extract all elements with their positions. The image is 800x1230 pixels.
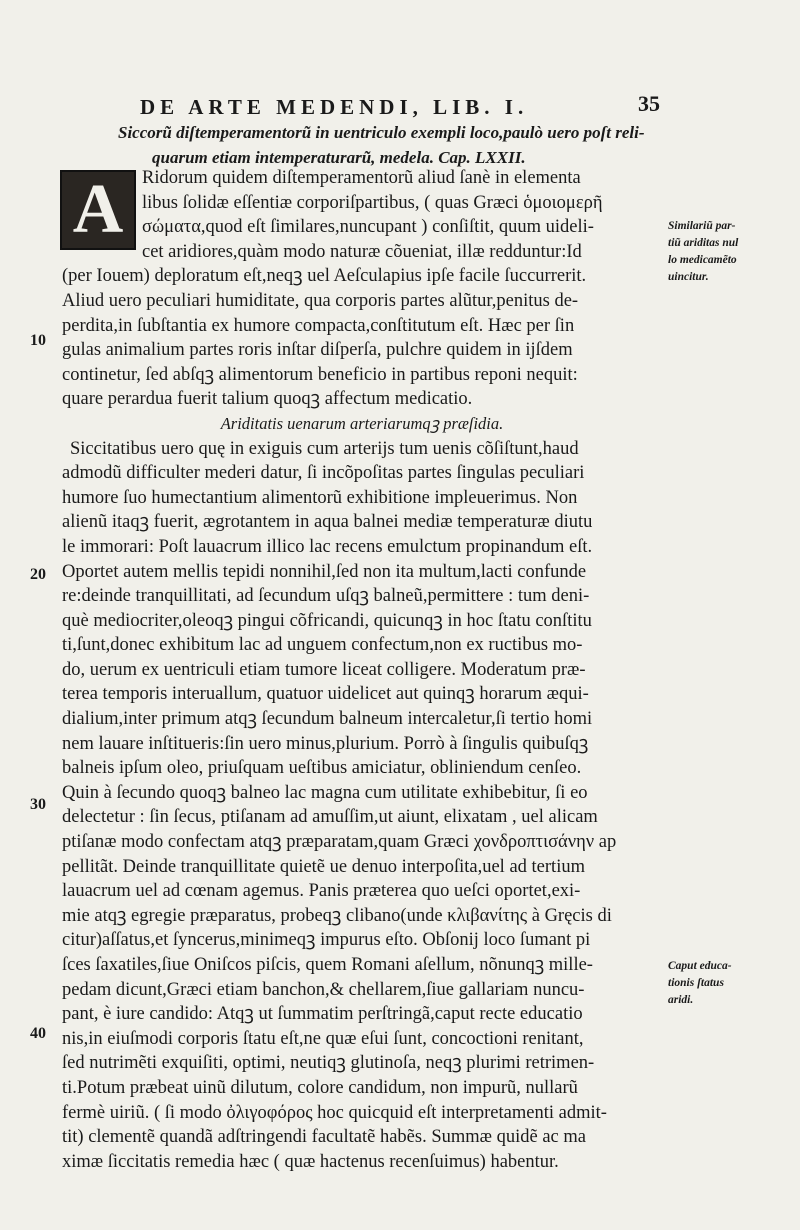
text-line: Aliud uero peculiari humiditate, qua corporis partes alũtur,penitus de- [62,290,579,311]
text-line: (per Iouem) deploratum eſt,neqꝫ uel Aeſculapius ipſe facile ſuccurrerit. [62,266,587,287]
text-line: dialium,inter primum atqꝫ ſecundum balneum intercaletur,ſi tertio homi [62,709,593,730]
text-line: tit) clementẽ quandã adſtringendi facultatẽ habẽs. Summæ quidẽ ac ma [62,1127,586,1148]
chapter-heading [118,120,678,170]
text-line: ſces ſaxatiles,ſiue Oniſcos piſcis, quem Romani aſellum, nõnunqꝫ mille- [62,955,593,975]
text-line: σώματα,quod eſt ſimilares,nuncupant ) conſiſtit, quum uideli- [142,217,594,238]
text-line: citur)aſſatus,et ſyncerus,minimeqꝫ impurus eſto. Obſonĳ loco ſumant pi [62,930,591,951]
margin-note-line: aridi. [668,994,694,1006]
margin-note-line: Caput educa- [668,960,732,972]
text-line: ſed nutrimẽti exquiſiti, optimi, neutiqꝫ glutinoſa, neqꝫ plurimi retrimen- [62,1053,595,1074]
text-line: ti.Potum præbeat uinũ dilutum, colore candidum, non impurũ, nullarũ [62,1077,578,1098]
chapter-heading-line: Siccorũ diſtemperamentorũ in uentriculo exempli loco,paulò uero poſt reli- [118,123,645,142]
text-line: pedam dicunt,Græci etiam banchon,& chellarem,ſiue gallariam nuncu- [62,979,585,1000]
page-number: 35 [638,91,660,116]
chapter-heading-line: quarum etiam intemperaturarũ, medela. Cap. LXXII. [152,148,526,167]
text-line: alienũ itaqꝫ fuerit, ægrotantem in aqua balnei mediæ temperaturæ diutu [62,512,593,533]
text-line: perdita,in ſubſtantia ex humore compacta,conſtitutum eſt. Hæc per ſin [62,315,575,336]
text-line: continetur, ſed abſqꝫ alimentorum beneficio in partibus reponi nequit: [62,364,578,385]
margin-note-line: tiũ ariditas nul [668,237,739,249]
text-line: Quin à ſecundo quoqꝫ balneo lac magna cum utilitate exhibebitur, ſi eo [62,782,588,803]
text-line: Siccitatibus uero quę in exiguis cum arterĳs tum uenis cõſiſtunt,haud [70,438,579,459]
margin-note [668,958,768,1009]
text-line: le immorari: Poſt lauacrum illico lac recens emulctum propinandum eſt. [62,536,593,557]
text-line: balneis ipſum oleo, priuſquam ueſtibus amiciatur, obliniendum cenſeo. [62,758,582,779]
text-line: cet aridiores,quàm modo naturæ cõueniat, illæ redduntur:Id [142,241,582,262]
text-line: delectetur : ſin ſecus, ptiſanam ad amuſſim,ut aiunt, elixatam , uel alicam [62,807,598,828]
margin-note-line: uincitur. [668,271,709,283]
text-line: nem lauare inſtitueris:ſin uero minus,plurium. Porrò à ſingulis quibuſqꝫ [62,733,589,754]
line-number: 10 [30,332,46,349]
text-line: ptiſanæ modo confectam atqꝫ præparatam,quam Græci χονδροπτισάνην ap [62,832,617,853]
text-line: què mediocriter,oleoqꝫ pingui cõfricandi, quicunqꝫ in hoc ſtatu conſtitu [62,610,592,631]
text-line: Ridorum quidem diſtemperamentorũ aliud ſanè in elementa [142,168,581,188]
initial-letter: A [72,171,124,248]
text-line: Oportet autem mellis tepidi nonnihil,ſed non ita multum,lacti confunde [62,561,587,582]
body-text [62,166,662,1174]
text-line: mie atqꝫ egregie præparatus, probeqꝫ clibano(unde κλιβανίτης à Gręcis di [62,905,612,926]
text-line: humore ſuo humectantium alimentorũ exhibitione impleuerimus. Non [62,487,578,508]
text-line: admodũ difficulter mederi datur, ſi incõpoſitas partes ſingulas peculiari [62,463,585,484]
margin-note [668,218,768,286]
text-line: lauacrum uel ad cœnam agemus. Panis prætereа quo ueſci oportet,exi- [62,881,581,902]
text-line: re:deinde tranquillitati, ad ſecundum uſqꝫ balneũ,permittere : tum deni- [62,586,590,607]
margin-note-line: lo medicamẽto [668,254,737,266]
section-subheading: Ariditatis uenarum arteriarumqꝫ præſidia. [220,413,504,433]
text-line: nis,in eiuſmodi corporis ſtatu eſt,ne quæ eſui ſunt, concoctioni renitant, [62,1028,584,1049]
line-number: 30 [30,796,46,813]
line-number: 40 [30,1025,46,1042]
margin-note-line: Similariũ par- [668,220,736,232]
text-line: ti,ſunt,donec exhibitum lac ad unguem confectum,non ex ructibus mo- [62,635,583,656]
text-line: quare perardua fuerit talium quoqꝫ affectum medicatio. [62,389,473,410]
text-line: fermè uiriũ. ( ſi modo ὀλιγοφόρος hoc quicquid eſt interpretamenti admit- [62,1102,607,1123]
text-line: pellitãt. Deinde tranquillitate quietẽ ue denuo interpoſita,uel ad tertium [62,856,585,877]
text-line: terea temporis interuallum, quatuor uidelicet aut quinqꝫ horarum æqui- [62,684,589,705]
text-line: do, uerum ex uentriculi etiam tumore liceat colligere. Moderatum præ- [62,659,586,680]
text-line: pant, è iure candido: Atqꝫ ut ſummatim perſtringã,caput recte educatio [62,1004,583,1025]
text-line: ximæ ſiccitatis remedia hæc ( quæ hactenus recenſuimus) habentur. [62,1151,559,1172]
line-number: 20 [30,566,46,583]
running-title: DE ARTE MEDENDI, LIB. I. [140,95,529,119]
text-line: gulas animalium partes roris inſtar diſperſa, pulchre quidem in ĳſdem [62,340,573,361]
margin-note-line: tionis ſtatus [668,977,724,989]
text-line: libus ſolidæ eſſentiæ corporiſpartibus, ( quas Græci ὁμοιομερῆ [142,192,603,213]
